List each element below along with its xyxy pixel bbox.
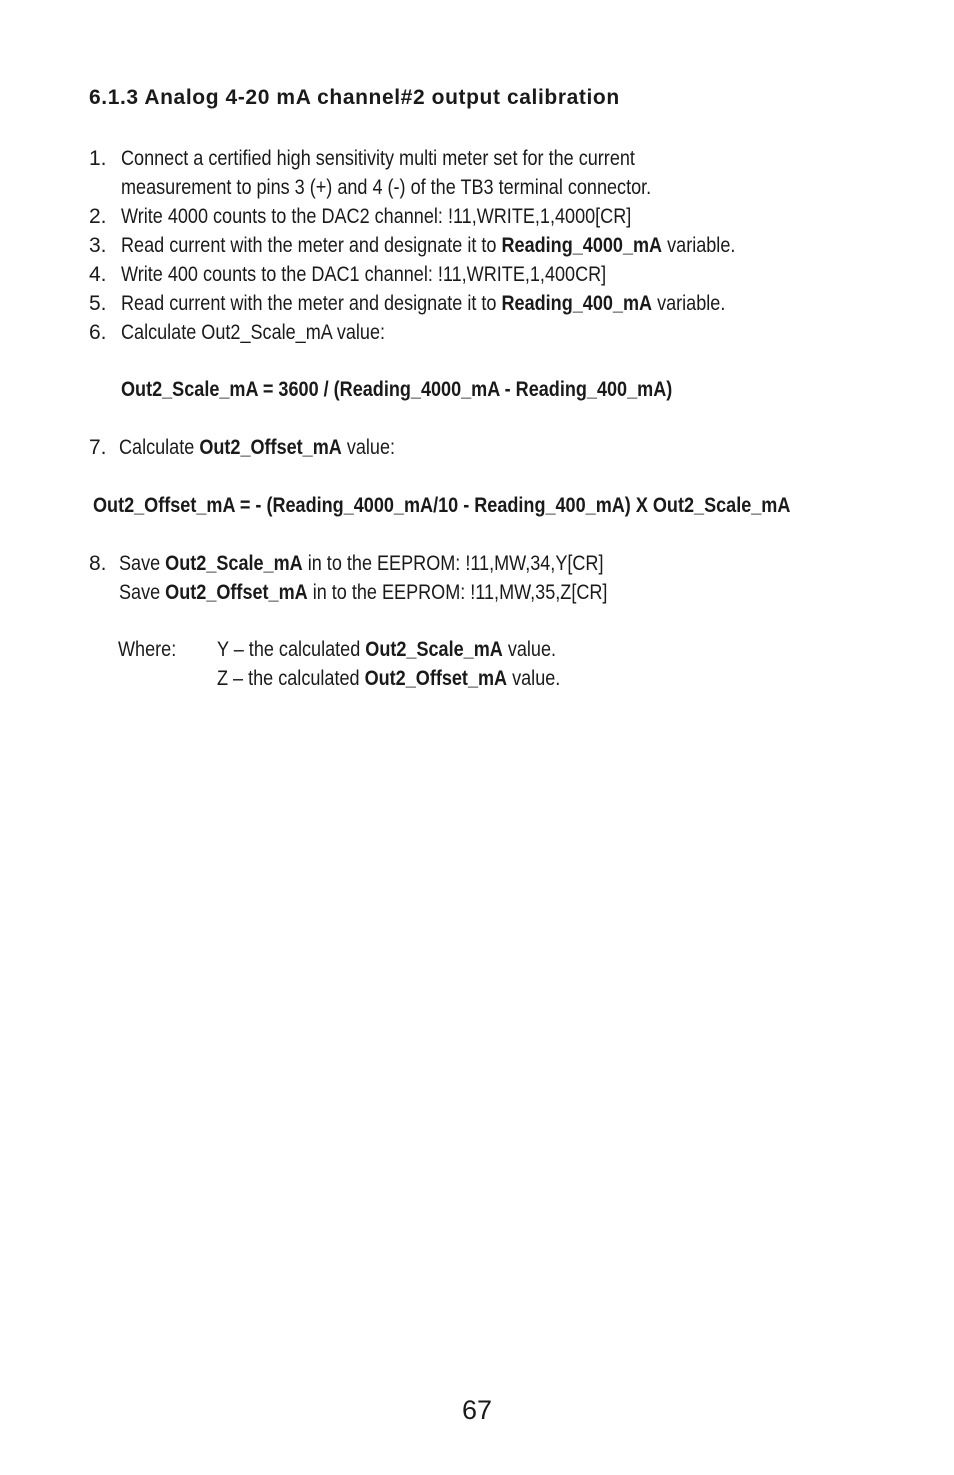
step-8-line-1-post: in to the EEPROM: !11,MW,34,Y[CR] [302,552,604,575]
step-text [121,260,685,289]
step-7-post: value: [341,436,396,459]
where-label [118,635,186,664]
step-3-post: variable. [662,234,736,257]
step-5-post: variable. [652,292,726,315]
step-7-pre: Calculate [119,436,200,459]
where-y [217,635,611,664]
step-text [121,173,738,202]
step-text [121,202,714,231]
step-2-text: Write 4000 counts to the DAC2 channel: !11,WRITE,1,4000[CR] [121,205,632,228]
step-text [119,433,440,462]
step-3-pre: Read current with the meter and designate it to [121,234,502,257]
step-1-line-2: measurement to pins 3 (+) and 4 (-) of the TB3 terminal connector. [121,176,652,199]
step-7-variable: Out2_Offset_mA [199,436,342,459]
step-8-line-1-variable: Out2_Scale_mA [165,552,303,575]
step-4-text: Write 400 counts to the DAC1 channel: !11,WRITE,1,400CR] [121,263,607,286]
step-8-line-2-post: in to the EEPROM: !11,MW,35,Z[CR] [307,581,608,604]
step-number: 3. [89,234,107,257]
step-number: 8. [89,552,107,575]
step-text [121,318,428,347]
step-text [119,549,682,578]
page-number: 67 [461,1395,493,1425]
step-6-text: Calculate Out2_Scale_mA value: [121,321,386,344]
formula-scale [121,375,762,404]
where-z-post: value. [507,667,561,690]
where-y-post: value. [502,638,557,661]
where-z [217,664,616,693]
step-5-pre: Read current with the meter and designate it to [121,292,502,315]
where-y-pre: Y – the calculated [217,638,366,661]
step-5-variable: Reading_400_mA [501,292,653,315]
where-z-variable: Out2_Offset_mA [364,667,508,690]
step-number: 5. [89,292,107,315]
where-label-text: Where: [118,638,177,661]
step-8-line-2-pre: Save [119,581,166,604]
step-text [121,231,835,260]
step-number: 2. [89,205,107,228]
formula-offset [93,491,904,520]
step-1-line-1: Connect a certified high sensitivity multi meter set for the current [121,147,635,170]
step-8-line-1-pre: Save [119,552,166,575]
formula-offset-text: Out2_Offset_mA = - (Reading_4000_mA/10 - Reading_400_mA) X Out2_Scale_mA [93,494,791,517]
step-3-variable: Reading_4000_mA [501,234,663,257]
step-text [119,578,687,607]
step-number: 1. [89,147,107,170]
where-z-pre: Z – the calculated [217,667,365,690]
section-heading: 6.1.3 Analog 4-20 mA channel#2 output calibration [89,86,620,109]
step-number: 6. [89,321,107,344]
step-text [121,144,719,173]
step-text [121,289,824,318]
step-number: 4. [89,263,107,286]
where-y-variable: Out2_Scale_mA [365,638,503,661]
step-8-line-2-variable: Out2_Offset_mA [165,581,308,604]
step-number: 7. [89,436,107,459]
formula-scale-text: Out2_Scale_mA = 3600 / (Reading_4000_mA - Reading_400_mA) [121,378,673,401]
